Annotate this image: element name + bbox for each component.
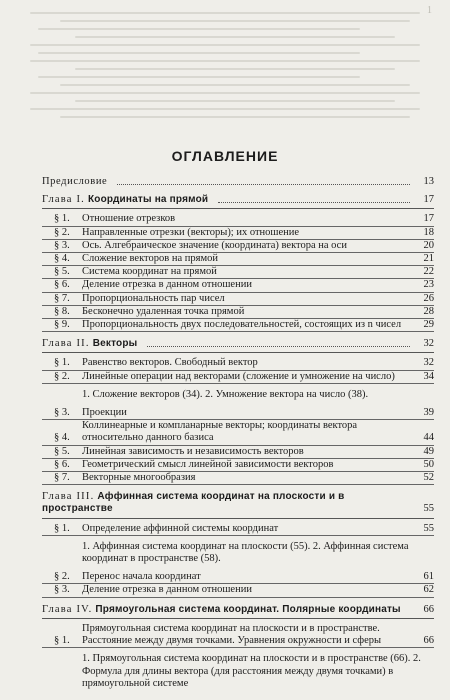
- toc-ch1-section[interactable]: [42, 293, 434, 306]
- toc-chapter-3[interactable]: Глава III. Аффинная система координат на плоскости и в пространстве 55: [42, 491, 434, 518]
- toc-ch3-section[interactable]: [42, 571, 434, 584]
- toc-ch1-section[interactable]: [42, 266, 434, 279]
- chapter-2-sections: [42, 407, 434, 485]
- section-title: Пропорциональность пар чисел: [82, 292, 225, 304]
- bleed-through-text: [30, 6, 420, 124]
- section-page: 23: [423, 279, 434, 291]
- section-title: Бесконечно удаленная точка прямой: [82, 305, 245, 317]
- section-page: 28: [423, 305, 434, 317]
- section-page: 39: [423, 407, 434, 419]
- toc-ch4-section-1[interactable]: § 1. Прямоугольная система координат на плоскости и в пространстве. Расстояние между двумя точками. Уравнения окружности и сферы 66: [42, 623, 434, 648]
- chapter-1-sections: [42, 213, 434, 332]
- section-number: § 3.: [54, 584, 70, 596]
- section-page: 26: [423, 292, 434, 304]
- section-number: § 4.: [54, 253, 70, 265]
- section-title: Коллинеарные и компланарные векторы; координаты вектора относительно данного базиса: [82, 420, 358, 444]
- section-title: Перенос начала координат: [82, 571, 201, 583]
- section-page: 22: [423, 266, 434, 278]
- section-page: 44: [423, 432, 434, 444]
- toc-ch3-section-1-subsections: 1. Аффинная система координат на плоскости (55). 2. Аффинная система координат в пространстве (58).: [82, 540, 409, 565]
- toc-ch1-section[interactable]: [42, 306, 434, 319]
- toc-ch2-section[interactable]: [42, 420, 434, 445]
- toc-title: ОГЛАВЛЕНИЕ: [171, 148, 279, 164]
- toc-ch1-section[interactable]: [42, 319, 434, 332]
- section-title: Ось. Алгебраическое значение (координата) вектора на оси: [82, 239, 347, 251]
- section-number: § 5.: [54, 445, 70, 457]
- section-number: § 1.: [54, 213, 70, 225]
- section-number: § 2.: [54, 571, 70, 583]
- section-number: § 8.: [54, 305, 70, 317]
- section-title: Отношение отрезков: [82, 213, 176, 225]
- toc-ch2-section[interactable]: [42, 459, 434, 472]
- toc-ch1-section[interactable]: [42, 253, 434, 266]
- toc-ch3-section-1[interactable]: § 1. Определение аффинной системы координат 55: [42, 523, 434, 536]
- toc-chapter-1[interactable]: Глава I. Координаты на прямой 17: [42, 194, 434, 209]
- section-page: 20: [423, 239, 434, 251]
- page-number: 1: [427, 5, 432, 16]
- section-number: § 2.: [54, 226, 70, 238]
- section-page: 50: [423, 458, 434, 470]
- section-number: § 5.: [54, 266, 70, 278]
- section-title: Пропорциональность двух последовательностей, состоящих из n чисел: [82, 319, 402, 331]
- section-title: Система координат на прямой: [82, 266, 217, 278]
- section-title: Проекции: [82, 407, 127, 419]
- toc-chapter-2[interactable]: Глава II. Векторы 32: [42, 338, 434, 353]
- chapter-3-sections: [42, 571, 434, 597]
- section-page: 49: [423, 445, 434, 457]
- section-number: § 4.: [54, 432, 70, 444]
- toc-ch2-section[interactable]: [42, 472, 434, 485]
- toc-ch2-section-1[interactable]: § 1. Равенство векторов. Свободный вектор 32: [42, 357, 434, 370]
- section-title: Деление отрезка в данном отношении: [82, 279, 252, 291]
- table-of-contents: [42, 172, 434, 692]
- toc-ch2-section-2[interactable]: § 2. Линейные операции над векторами (сложение и умножение на число) 34: [42, 371, 434, 384]
- toc-preface[interactable]: Предисловие 13: [42, 176, 434, 187]
- section-number: § 3.: [54, 407, 70, 419]
- section-number: § 7.: [54, 472, 70, 484]
- section-page: 18: [423, 226, 434, 238]
- section-page: 17: [423, 213, 434, 225]
- toc-ch1-section[interactable]: [42, 240, 434, 253]
- section-number: § 3.: [54, 239, 70, 251]
- toc-ch4-section-1-subsections: 1. Прямоугольная система координат на плоскости и в пространстве (66). 2. Формула для длины вектора (для расстояния между двумя точками) в прямоугольной системе: [82, 653, 421, 689]
- toc-ch2-section[interactable]: [42, 407, 434, 420]
- section-number: § 7.: [54, 292, 70, 304]
- section-title: Деление отрезка в данном отношении: [82, 584, 252, 596]
- section-title: Векторные многообразия: [82, 472, 196, 484]
- section-number: § 6.: [54, 279, 70, 291]
- toc-ch2-section-2-subsections: 1. Сложение векторов (34). 2. Умножение вектора на число (38).: [82, 388, 369, 400]
- toc-chapter-4[interactable]: Глава IV. Прямоугольная система координат. Полярные координаты 66: [42, 604, 434, 619]
- section-page: 21: [423, 253, 434, 265]
- section-title: Сложение векторов на прямой: [82, 253, 218, 265]
- section-page: 62: [423, 584, 434, 596]
- section-number: § 6.: [54, 458, 70, 470]
- section-page: 61: [423, 571, 434, 583]
- section-page: 29: [423, 319, 434, 331]
- toc-ch3-section[interactable]: [42, 584, 434, 597]
- toc-ch1-section[interactable]: [42, 227, 434, 240]
- toc-ch1-section[interactable]: [42, 279, 434, 292]
- section-title: Направленные отрезки (векторы); их отношение: [82, 226, 300, 238]
- toc-ch2-section[interactable]: [42, 446, 434, 459]
- section-title: Линейная зависимость и независимость векторов: [82, 445, 304, 457]
- toc-ch1-section[interactable]: [42, 213, 434, 226]
- section-title: Геометрический смысл линейной зависимости векторов: [82, 458, 334, 470]
- section-number: § 9.: [54, 319, 70, 331]
- section-page: 52: [423, 472, 434, 484]
